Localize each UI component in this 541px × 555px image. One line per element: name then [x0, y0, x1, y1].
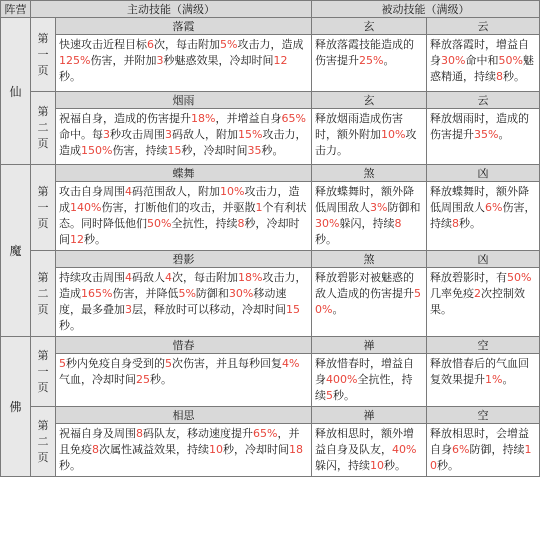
desc-text: 秒。 — [150, 373, 172, 386]
header-row — [1, 1, 540, 18]
skill-name-row — [1, 407, 540, 424]
skill-desc-row — [1, 109, 540, 165]
desc-text: 释放落霞技能造成的伤害提升 — [315, 38, 414, 67]
skill-desc-row — [1, 354, 540, 407]
skill-name-row — [1, 18, 540, 35]
desc-text: 次伤害，并且每秒回复 — [172, 357, 282, 370]
skill-name-row — [1, 251, 540, 268]
desc-text: 秒，冷却时间 — [223, 443, 289, 456]
highlight-value: 6% — [452, 443, 470, 456]
desc-text: 码队友，移动速度提升 — [143, 427, 253, 440]
highlight-value: 5 — [165, 357, 172, 370]
active-skill-name: 相思 — [56, 407, 312, 424]
desc-text: 祝福自身，造成的伤害提升 — [59, 112, 191, 125]
highlight-value: 6% — [485, 201, 503, 214]
highlight-value: 3% — [370, 201, 388, 214]
desc-text: 。 — [383, 54, 395, 67]
desc-text: 秒，冷却时间 — [59, 217, 300, 246]
desc-text: 。 — [502, 373, 514, 386]
desc-text: 。 — [332, 303, 344, 316]
passive-skill-name: 玄 — [312, 18, 427, 35]
desc-text: 秒。 — [503, 70, 525, 83]
desc-text: 伤害，并附加 — [90, 54, 157, 67]
desc-text: 释放碧影对被魅惑的敌人造成的伤害提升 — [315, 271, 414, 300]
highlight-value: 1 — [255, 201, 263, 214]
highlight-value: 18% — [238, 271, 263, 284]
passive-skill-desc — [312, 268, 427, 337]
header-passive-skill: 被动技能（满级） — [312, 1, 540, 18]
page-label: 第 一 页 — [31, 165, 56, 251]
skill-desc-row — [1, 424, 540, 477]
active-skill-desc — [56, 109, 312, 165]
desc-text: 释放蝶舞时，额外降低周围敌人 — [315, 185, 414, 214]
active-skill-desc — [56, 354, 312, 407]
page-label: 第 二 页 — [31, 92, 56, 165]
highlight-value: 35% — [474, 128, 499, 141]
highlight-value: 8 — [452, 217, 459, 230]
active-skill-desc — [56, 182, 312, 251]
desc-text: 攻击力，造成 — [237, 38, 304, 51]
highlight-value: 5% — [220, 38, 238, 51]
passive-skill-desc — [312, 35, 427, 92]
passive-skill-name: 禅 — [312, 337, 427, 354]
desc-text: 攻击自身周围 — [59, 185, 125, 198]
faction-cell: 魔 — [1, 165, 31, 337]
passive-skill-desc — [427, 182, 540, 251]
desc-text: 伤害，打断他们的攻击，并驱散 — [101, 201, 256, 214]
header-active-skill: 主动技能（满级） — [31, 1, 312, 18]
desc-text: 码敌人 — [132, 271, 165, 284]
passive-skill-desc — [427, 354, 540, 407]
skill-name-row — [1, 165, 540, 182]
highlight-value: 10% — [381, 128, 406, 141]
highlight-value: 5 — [59, 357, 66, 370]
highlight-value: 10 — [370, 459, 384, 472]
desc-text: 魅惑精通，持续 — [430, 54, 534, 83]
highlight-value: 30% — [441, 54, 466, 67]
skill-desc-row — [1, 35, 540, 92]
page-label: 第 二 页 — [31, 407, 56, 477]
passive-skill-desc — [427, 109, 540, 165]
desc-text: 秒，冷却时间 — [181, 144, 248, 157]
highlight-value: 8 — [237, 217, 245, 230]
highlight-value: 4 — [125, 185, 132, 198]
desc-text: 个有利状态。同时降低他们 — [59, 201, 307, 230]
desc-text: 释放烟雨造成伤害时，额外附加 — [315, 112, 403, 141]
passive-skill-desc — [312, 424, 427, 477]
desc-text: 释放碧影时，有 — [430, 271, 507, 284]
page-label: 第 一 页 — [31, 18, 56, 92]
desc-text: 躲闪，持续 — [339, 217, 395, 230]
highlight-value: 2 — [474, 287, 481, 300]
highlight-value: 8 — [394, 217, 402, 230]
desc-text: 秒。 — [333, 389, 355, 402]
skill-desc-row — [1, 182, 540, 251]
highlight-value: 65% — [281, 112, 306, 125]
desc-text: 秒。 — [59, 70, 81, 83]
highlight-value: 8 — [496, 70, 503, 83]
desc-text: 秒。 — [59, 459, 81, 472]
passive-skill-desc — [427, 35, 540, 92]
active-skill-name: 蝶舞 — [56, 165, 312, 182]
highlight-value: 3 — [165, 128, 172, 141]
desc-text: 气血，冷却时间 — [59, 373, 136, 386]
passive-skill-name: 空 — [427, 407, 540, 424]
desc-text: 次，每击附加 — [172, 271, 238, 284]
desc-text: 释放相思时，额外增益自身及队友， — [315, 427, 414, 456]
desc-text: 防御和 — [387, 201, 421, 214]
desc-text: 释放相思时，会增益自身 — [430, 427, 529, 456]
highlight-value: 3 — [103, 128, 110, 141]
passive-skill-desc — [312, 354, 427, 407]
highlight-value: 125% — [59, 54, 91, 67]
highlight-value: 4 — [125, 271, 132, 284]
highlight-value: 12 — [273, 54, 288, 67]
highlight-value: 1% — [485, 373, 503, 386]
active-skill-desc — [56, 424, 312, 477]
highlight-value: 15% — [238, 128, 263, 141]
passive-skill-name: 凶 — [427, 165, 540, 182]
highlight-value: 50% — [507, 271, 532, 284]
passive-skill-name: 云 — [427, 18, 540, 35]
highlight-value: 165% — [81, 287, 113, 300]
desc-text: 秒。 — [84, 233, 106, 246]
highlight-value: 400% — [326, 373, 358, 386]
active-skill-name: 碧影 — [56, 251, 312, 268]
desc-text: 命中。每 — [59, 128, 103, 141]
desc-text: 释放蝶舞时，额外降低周围敌人 — [430, 185, 529, 214]
desc-text: 秒。 — [261, 144, 284, 157]
desc-text: 伤害，持续 — [112, 144, 168, 157]
passive-skill-desc — [312, 182, 427, 251]
active-skill-desc — [56, 35, 312, 92]
desc-text: 伤害，并降低 — [112, 287, 179, 300]
highlight-value: 25% — [359, 54, 384, 67]
desc-text: 命中和 — [465, 54, 499, 67]
desc-text: 释放落霞时，增益自身 — [430, 38, 529, 67]
highlight-value: 3 — [156, 54, 164, 67]
desc-text: 。 — [498, 128, 510, 141]
highlight-value: 8 — [136, 427, 143, 440]
desc-text: 防御，持续 — [469, 443, 525, 456]
skill-desc-row — [1, 268, 540, 337]
desc-text: 攻击力。 — [315, 128, 417, 157]
header-faction: 阵营 — [1, 1, 31, 18]
passive-skill-name: 煞 — [312, 165, 427, 182]
desc-text: 秒。 — [437, 459, 459, 472]
desc-text: ，并且免疫 — [59, 427, 300, 456]
desc-text: ，并增益自身 — [215, 112, 282, 125]
page-label: 第 一 页 — [31, 337, 56, 407]
highlight-value: 6 — [147, 38, 154, 51]
faction-cell: 佛 — [1, 337, 31, 477]
desc-text: 秒攻击周围 — [110, 128, 165, 141]
desc-text: 次，每击附加 — [154, 38, 220, 51]
desc-text: 秒。 — [59, 319, 81, 332]
highlight-value: 150% — [81, 144, 113, 157]
desc-text: 次属性减益效果，持续 — [99, 443, 209, 456]
desc-text: 伤害，持续 — [430, 201, 536, 230]
highlight-value: 50% — [498, 54, 523, 67]
highlight-value: 3 — [125, 303, 132, 316]
passive-skill-desc — [427, 424, 540, 477]
passive-skill-name: 玄 — [312, 92, 427, 109]
desc-text: 码敌人，附加 — [172, 128, 238, 141]
desc-text: 移动速度，最多叠加 — [59, 287, 287, 316]
highlight-value: 50% — [147, 217, 172, 230]
active-skill-name: 烟雨 — [56, 92, 312, 109]
desc-text: 持续攻击周围 — [59, 271, 125, 284]
skill-name-row — [1, 92, 540, 109]
passive-skill-desc — [427, 268, 540, 337]
highlight-value: 40% — [392, 443, 417, 456]
highlight-value: 18 — [289, 443, 303, 456]
skill-name-row — [1, 337, 540, 354]
highlight-value: 15 — [167, 144, 182, 157]
desc-text: 快速攻击近程目标 — [59, 38, 147, 51]
desc-text: 几率免疫 — [430, 287, 474, 300]
highlight-value: 10 — [430, 443, 532, 472]
highlight-value: 8 — [92, 443, 99, 456]
highlight-value: 25 — [136, 373, 150, 386]
desc-text: 释放惜春时，增益自身 — [315, 357, 414, 386]
highlight-value: 5% — [178, 287, 196, 300]
highlight-value: 140% — [70, 201, 102, 214]
desc-text: 码范围敌人，附加 — [132, 185, 220, 198]
highlight-value: 5 — [326, 389, 333, 402]
desc-text: 秒魅惑效果，冷却时间 — [163, 54, 274, 67]
passive-skill-name: 云 — [427, 92, 540, 109]
desc-text: 全抗性，持续 — [171, 217, 238, 230]
highlight-value: 10% — [220, 185, 245, 198]
highlight-value: 18% — [191, 112, 216, 125]
highlight-value: 30% — [228, 287, 254, 300]
active-skill-name: 惜春 — [56, 337, 312, 354]
desc-text: 祝福自身及周围 — [59, 427, 136, 440]
highlight-value: 12 — [70, 233, 84, 246]
highlight-value: 30% — [315, 217, 340, 230]
desc-text: 释放烟雨时，造成的伤害提升 — [430, 112, 529, 141]
highlight-value: 65% — [253, 427, 278, 440]
highlight-value: 4 — [165, 271, 172, 284]
desc-text: 秒。 — [459, 217, 481, 230]
active-skill-name: 落霞 — [56, 18, 312, 35]
desc-text: 秒内免疫自身受到的 — [66, 357, 165, 370]
passive-skill-name: 禅 — [312, 407, 427, 424]
active-skill-desc — [56, 268, 312, 337]
desc-text: 次控制效果。 — [430, 287, 525, 316]
highlight-value: 50% — [315, 287, 421, 316]
highlight-value: 10 — [209, 443, 223, 456]
passive-skill-name: 凶 — [427, 251, 540, 268]
desc-text: 释放惜春后的气血回复效果提升 — [430, 357, 529, 386]
desc-text: 攻击力，造成 — [59, 128, 307, 157]
passive-skill-name: 空 — [427, 337, 540, 354]
passive-skill-desc — [312, 109, 427, 165]
desc-text: 躲闪，持续 — [315, 459, 370, 472]
desc-text: 层，释放时可以移动，冷却时间 — [132, 303, 286, 316]
faction-cell: 仙 — [1, 18, 31, 165]
desc-text: 全抗性，持续 — [315, 373, 413, 402]
highlight-value: 4% — [282, 357, 300, 370]
desc-text: 秒。 — [384, 459, 406, 472]
desc-text: 攻击力，造成 — [59, 271, 307, 300]
desc-text: 防御和 — [195, 287, 229, 300]
page-label: 第 二 页 — [31, 251, 56, 337]
desc-text: 秒。 — [315, 233, 337, 246]
desc-text: 攻击力，造成 — [59, 185, 300, 214]
highlight-value: 15 — [286, 303, 300, 316]
passive-skill-name: 煞 — [312, 251, 427, 268]
highlight-value: 35 — [247, 144, 262, 157]
